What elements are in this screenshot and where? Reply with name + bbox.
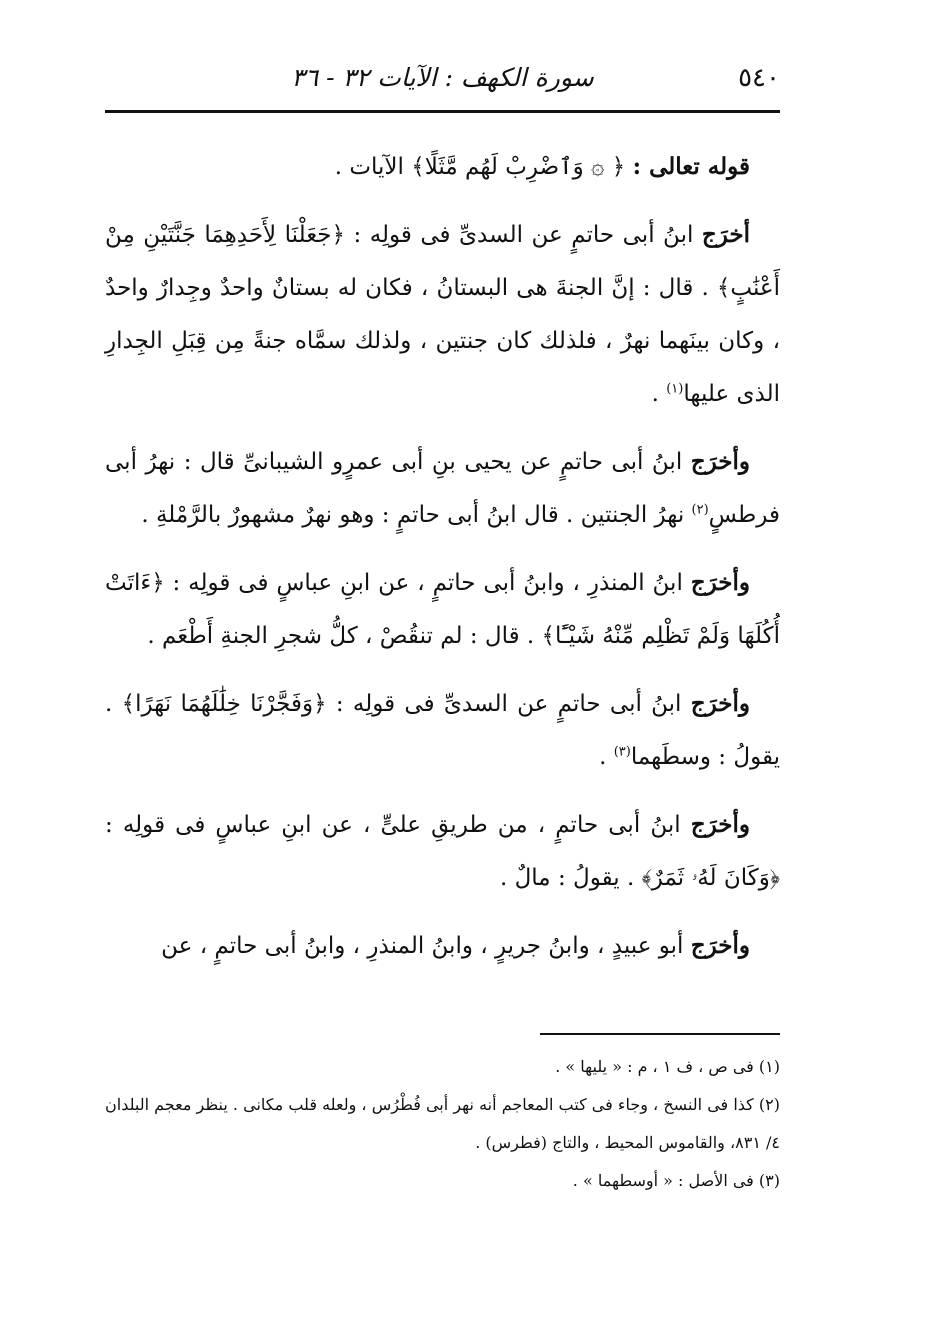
footnote-ref: (٣) [613, 744, 631, 760]
footnote: (٢) كذا فى النسخ ، وجاء فى كتب المعاجم أنه نهر أبى فُطْرُس ، ولعله قلب مكانى . ينظر معجم البلدان ٤/ ٨٣١، والقاموس المحيط ، والتاج (فطرس) . [105, 1095, 780, 1152]
main-text [105, 140, 780, 987]
paragraph-lead: وأخرَج [690, 811, 750, 838]
footnote-ref: (٢) [691, 502, 709, 518]
paragraph-text: ابنُ أبى حاتمٍ عن يحيى بنِ أبى عمرٍو الشيبانىِّ قال : نهرُ أبى فرطسٍ [105, 449, 780, 528]
paragraph-text: أبو عبيدٍ ، وابنُ جريرٍ ، وابنُ المنذرِ ، وابنُ أبى حاتمٍ ، عن [161, 933, 684, 959]
header-rule [105, 110, 780, 113]
footnote: (١) فى ص ، ف ١ ، م : « يليها » . [555, 1057, 780, 1076]
paragraph [105, 556, 780, 663]
paragraph-text: ابنُ أبى حاتمٍ عن السدىِّ فى قولِه : ﴿جَعَلْنَا لِأَحَدِهِمَا جَنَّتَيْنِ مِنْ أَعْنَٰبٍ﴾ . قال : إنَّ الجنةَ هى البستانُ ، فكان له بستانٌ واحدٌ وجِدارٌ واحدٌ ، وكان بينَهما نهرٌ ، فلذلك كان جنتين ، ولذلك سمَّاه جنةً مِن قِبَلِ الجِدارِ الذى عليها [105, 222, 780, 407]
footnote-rule [540, 1033, 780, 1035]
footnote-ref: (١) [666, 381, 684, 397]
paragraph-lead: وأخرَج [690, 569, 750, 596]
paragraph-tail: نهرُ الجنتين . قال ابنُ أبى حاتمٍ : وهو نهرٌ مشهورٌ بالرَّمْلةِ . [141, 502, 692, 528]
page-header [105, 58, 780, 100]
paragraph [105, 919, 780, 973]
paragraph-text: ابنُ المنذرِ ، وابنُ أبى حاتمٍ ، عن ابنِ عباسٍ فى قولِه : ﴿ءَاتَتْ أُكُلَهَا وَلَمْ تَظْلِم مِّنْهُ شَيْـًٔا﴾ . قال : لم تنقُصْ ، كلُّ شجرِ الجنةِ أَطْعَم . [105, 570, 780, 649]
paragraph [105, 798, 780, 905]
paragraph-text: ابنُ أبى حاتمٍ ، من طريقِ علىٍّ ، عن ابنِ عباسٍ فى قولِه : ﴿وَكَانَ لَهُۥ ثَمَرٌ﴾ . يقولُ : مالٌ . [105, 812, 780, 891]
paragraph-lead: أخرَج [701, 221, 750, 248]
paragraph-text: ﴿ ۞ وَٱضْرِبْ لَهُم مَّثَلًا﴾ الآيات . [334, 154, 626, 180]
paragraph-tail: . [599, 744, 614, 770]
running-title: سورة الكهف : الآيات ٣٢ - ٣٦ [291, 63, 594, 92]
paragraph [105, 140, 780, 194]
paragraph-lead: وأخرَج [690, 690, 751, 717]
page-number: ٥٤٠ [738, 63, 780, 93]
paragraph-text: ابنُ أبى حاتمٍ عن السدىِّ فى قولِه : ﴿وَفَجَّرْنَا خِلَٰلَهُمَا نَهَرًا﴾ . يقولُ : وسطَهما [105, 691, 780, 770]
paragraph [105, 208, 780, 421]
paragraph-lead: وأخرَج [690, 932, 750, 959]
paragraph-tail: . [651, 381, 667, 407]
paragraph [105, 435, 780, 542]
paragraph [105, 677, 780, 784]
paragraph-lead: وأخرَج [690, 448, 751, 475]
footnote: (٣) فى الأصل : « أوسطهما » . [572, 1171, 780, 1190]
footnotes [105, 1048, 780, 1200]
paragraph-lead: قوله تعالى : [632, 153, 750, 180]
